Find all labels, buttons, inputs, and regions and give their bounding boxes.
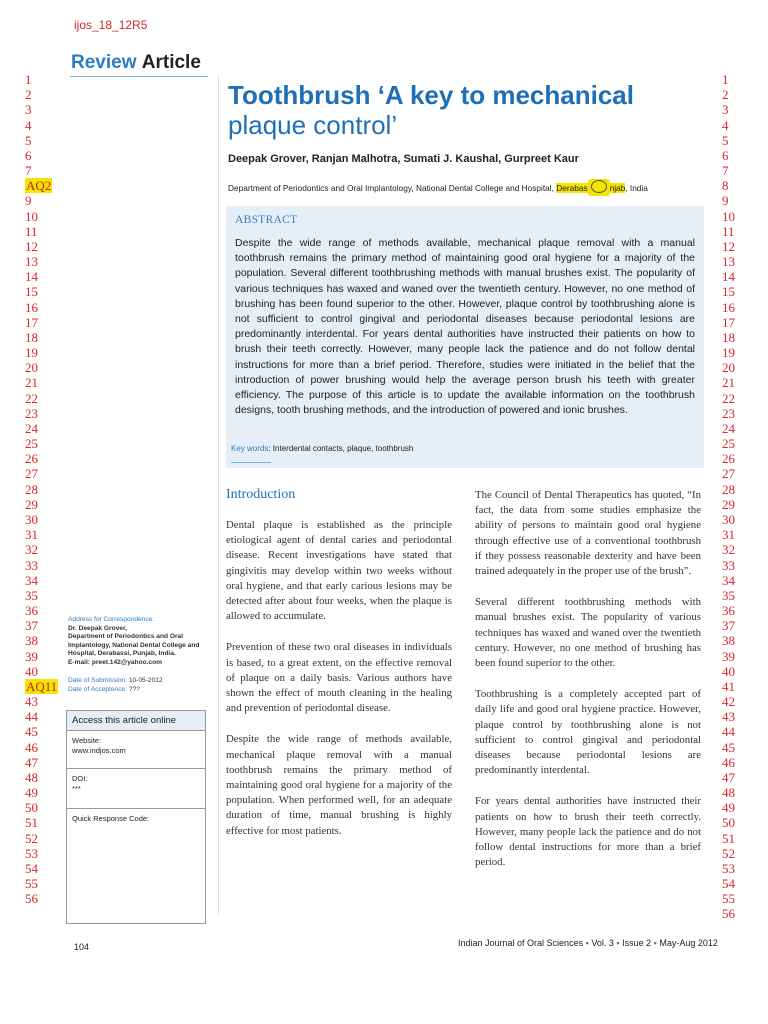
line-number <box>25 178 65 193</box>
line-number: 43 <box>25 694 38 710</box>
line-number: 11 <box>25 223 38 239</box>
line-number: 27 <box>25 466 38 482</box>
title-line-1: Toothbrush ‘A key to mechanical <box>228 80 634 110</box>
line-number: 31 <box>25 527 38 543</box>
line-number: 42 <box>722 694 735 710</box>
line-number: 17 <box>25 314 38 330</box>
line-number: 3 <box>25 102 32 118</box>
section-word-article: Article <box>141 52 201 73</box>
keywords-rule <box>231 462 271 463</box>
line-number: 47 <box>722 769 735 785</box>
line-number: 56 <box>722 906 735 922</box>
keywords-text: : Interdental contacts, plaque, toothbrush <box>268 444 414 453</box>
acceptance-value: ??? <box>128 685 140 693</box>
line-number: 11 <box>722 223 735 239</box>
line-number: 21 <box>722 375 735 391</box>
line-number: 50 <box>25 800 38 816</box>
abstract-box <box>226 206 704 468</box>
line-number: 22 <box>722 390 735 406</box>
line-number: 52 <box>722 845 735 861</box>
correspondence-heading: Address for Correspondence: <box>68 616 155 623</box>
line-number: 52 <box>25 830 38 846</box>
author-query-marker[interactable]: AQ11 <box>26 678 58 694</box>
paragraph: Several different toothbrushing methods with manual brushes exist. The popularity of various techniques has waxed and waned over the twentieth century. However, no one method of brushing has been found superior to the other. <box>475 596 701 670</box>
line-number: 15 <box>25 284 38 300</box>
comment-bubble-icon[interactable] <box>588 179 610 196</box>
line-number: 15 <box>722 284 735 300</box>
line-number: 30 <box>25 511 38 527</box>
affiliation-highlight-2: njab <box>609 183 626 193</box>
line-number: 51 <box>722 830 735 846</box>
line-number: 55 <box>25 876 38 892</box>
journal-id: ijos_18_12R5 <box>74 18 148 32</box>
paragraph: Dental plaque is established as the principle etiological agent of dental caries and periodontal disease. Recent investigations have stated that gingivitis may develop within two weeks without oral hygiene, and that early carious lesions may be detected after about four weeks, when the plaque is allowed to accumulate. <box>226 519 452 623</box>
line-number: 32 <box>25 542 38 558</box>
abstract-body: Despite the wide range of methods available, mechanical plaque removal with a manual toothbrush remains the primary method of maintaining good oral hygiene for a majority of the population. Several different toothbrushing methods with manual brushes exist. The popularity of various techniques has waxed and waned over the twentieth century. However, no one method of brushing has been found superior to the other. However, plaque control by toothbrushing alone is not sufficient to control gingival and periodontal diseases because periodontal lesions are predominantly interdental. For years dental authorities have instructed their patients on how to brush their teeth correctly. However, many people lack the patience and do not follow dental instructions for more than a brief period. Therefore, studies were initiated in the belief that the introduction of power brushing would help the average person brush his teeth with greater efficiency. The purpose of this article is to update the available information on the toothbrush designs, tooth brushing methods, and the introduction of powered and ionic brushes. <box>235 237 695 417</box>
line-number: 40 <box>722 663 735 679</box>
affiliation-country: , India <box>625 183 648 193</box>
line-number: 9 <box>722 193 729 209</box>
journal-date: May-Aug 2012 <box>659 938 718 948</box>
line-number: 16 <box>25 299 38 315</box>
line-number: 35 <box>722 587 735 603</box>
line-number: 50 <box>722 815 735 831</box>
line-number: 37 <box>25 618 38 634</box>
abstract-heading: ABSTRACT <box>235 214 298 226</box>
line-number: 28 <box>25 481 38 497</box>
line-number: 18 <box>25 329 38 345</box>
correspondence <box>68 616 213 668</box>
doi-label: DOI: <box>72 774 88 783</box>
submission-label: Date of Submission: <box>68 677 129 684</box>
journal-footer <box>458 938 718 948</box>
article-title <box>228 80 634 140</box>
line-number: 43 <box>722 709 735 725</box>
line-number: 33 <box>25 557 38 573</box>
submission-date <box>68 677 163 686</box>
affiliation <box>228 179 648 196</box>
line-number: 2 <box>25 87 32 103</box>
line-number: 28 <box>722 481 735 497</box>
line-number: 26 <box>25 451 38 467</box>
section-word-review: Review <box>71 52 137 73</box>
left-line-numbers <box>25 72 65 906</box>
line-number: 19 <box>25 345 38 361</box>
correspondence-email[interactable]: E-mail: preet.142@yahoo.com <box>68 658 163 666</box>
line-number: 18 <box>722 329 735 345</box>
website-link[interactable]: www.indjos.com <box>72 746 126 755</box>
line-number <box>25 679 65 694</box>
line-number: 29 <box>722 496 735 512</box>
line-number: 53 <box>25 845 38 861</box>
line-number: 23 <box>722 405 735 421</box>
line-number: 26 <box>722 451 735 467</box>
line-number: 10 <box>25 208 38 224</box>
line-number: 46 <box>722 754 735 770</box>
qr-label: Quick Response Code: <box>72 814 150 823</box>
affiliation-text: Department of Periodontics and Oral Implantology, National Dental College and Hospital, <box>228 183 557 193</box>
line-number: 24 <box>722 420 735 436</box>
line-number: 48 <box>722 785 735 801</box>
line-number: 19 <box>722 345 735 361</box>
line-number: 7 <box>25 163 32 179</box>
dates <box>68 677 163 694</box>
line-number: 49 <box>722 800 735 816</box>
doi-row <box>67 769 205 809</box>
line-number: 20 <box>25 360 38 376</box>
line-number: 54 <box>722 876 735 892</box>
line-number: 56 <box>25 891 38 907</box>
section-label <box>71 52 201 74</box>
line-number: 44 <box>722 724 735 740</box>
line-number: 29 <box>25 496 38 512</box>
line-number: 31 <box>722 527 735 543</box>
bullet-icon: ▪ <box>616 938 620 948</box>
doi-value: *** <box>72 784 81 793</box>
line-number: 36 <box>25 603 38 619</box>
line-number: 34 <box>25 572 38 588</box>
line-number: 53 <box>722 860 735 876</box>
journal-name: Indian Journal of Oral Sciences <box>458 938 584 948</box>
page-number: 104 <box>74 942 90 952</box>
paragraph: Toothbrushing is a completely accepted part of daily life and good oral hygiene practice. However, plaque control by toothbrushing alone is not sufficient to control gingival and periodontal diseases because periodontal lesions are predominantly interdental. <box>475 688 701 777</box>
author-query-marker[interactable]: AQ2 <box>26 178 52 194</box>
line-number: 16 <box>722 299 735 315</box>
line-number: 45 <box>25 724 38 740</box>
line-number: 21 <box>25 375 38 391</box>
line-number: 14 <box>25 269 38 285</box>
line-number: 51 <box>25 815 38 831</box>
access-article-box <box>66 710 206 924</box>
body-column-1 <box>226 518 452 855</box>
line-number: 34 <box>722 572 735 588</box>
line-number: 27 <box>722 466 735 482</box>
line-number: 4 <box>722 117 729 133</box>
line-number: 45 <box>722 739 735 755</box>
journal-issue: Issue 2 <box>622 938 652 948</box>
acceptance-date <box>68 686 163 695</box>
line-number: 25 <box>722 436 735 452</box>
acceptance-label: Date of Acceptence: <box>68 685 129 693</box>
website-label: Website: <box>72 736 102 745</box>
introduction-heading: Introduction <box>226 487 296 502</box>
line-number: 10 <box>722 208 735 224</box>
qr-row <box>67 809 205 923</box>
line-number: 25 <box>25 436 38 452</box>
line-number: 13 <box>722 254 735 270</box>
line-number: 2 <box>722 87 729 103</box>
line-number: 39 <box>722 648 735 664</box>
line-number: 49 <box>25 785 38 801</box>
line-number: 54 <box>25 860 38 876</box>
line-number: 12 <box>25 238 38 254</box>
line-number: 41 <box>722 678 735 694</box>
line-number: 1 <box>722 72 729 87</box>
line-number: 40 <box>25 663 38 679</box>
line-number: 4 <box>25 117 32 133</box>
paragraph: Prevention of these two oral diseases in individuals is based, to a great extent, on the effective removal of plaque on a daily basis. Various authors have shown the effect of mouth cleaning in the healing and prevention of periodontal disease. <box>226 641 452 715</box>
line-number: 35 <box>25 587 38 603</box>
line-number: 55 <box>722 891 735 907</box>
column-divider <box>218 76 219 914</box>
line-number: 17 <box>722 314 735 330</box>
line-number: 22 <box>25 390 38 406</box>
line-number: 24 <box>25 420 38 436</box>
paragraph: The Council of Dental Therapeutics has quoted, “In fact, the data from some studies emphasize the ability of persons to maintain good oral hygiene through effective use of a conventional toothbrush if they possess reasonable dexterity and have been trained adequately in the proper use of the brush”. <box>475 489 701 578</box>
line-number: 9 <box>25 193 32 209</box>
correspondence-name: Dr. Deepak Grover, <box>68 624 128 632</box>
authors: Deepak Grover, Ranjan Malhotra, Sumati J. Kaushal, Gurpreet Kaur <box>228 153 579 165</box>
line-number: 47 <box>25 754 38 770</box>
line-number: 6 <box>722 147 729 163</box>
line-number: 5 <box>25 132 32 148</box>
correspondence-address: Department of Periodontics and Oral Implantology, National Dental College and Hospital, Derabassi, Punjab, India. <box>68 633 200 658</box>
line-number: 44 <box>25 709 38 725</box>
line-number: 5 <box>722 132 729 148</box>
bullet-icon: ▪ <box>585 938 589 948</box>
line-number: 36 <box>722 603 735 619</box>
line-number: 7 <box>722 163 729 179</box>
line-number: 46 <box>25 739 38 755</box>
line-number: 37 <box>722 618 735 634</box>
line-number: 33 <box>722 557 735 573</box>
line-number: 39 <box>25 648 38 664</box>
line-number: 23 <box>25 405 38 421</box>
bullet-icon: ▪ <box>653 938 657 948</box>
paragraph: For years dental authorities have instructed their patients on how to brush their teeth correctly. However, many people lack the patience and do not follow dental instructions for more than a brief period. <box>475 795 701 869</box>
website-row <box>67 731 205 769</box>
submission-value: 10-05-2012 <box>128 677 163 684</box>
line-number: 12 <box>722 238 735 254</box>
line-number: 3 <box>722 102 729 118</box>
line-number: 13 <box>25 254 38 270</box>
line-number: 38 <box>25 633 38 649</box>
title-line-2: plaque control’ <box>228 110 398 140</box>
line-number: 1 <box>25 72 32 87</box>
line-number: 32 <box>722 542 735 558</box>
line-number: 6 <box>25 147 32 163</box>
right-line-numbers <box>722 72 762 922</box>
access-heading: Access this article online <box>67 711 205 731</box>
affiliation-highlight-1: Derabas <box>556 183 588 193</box>
line-number: 14 <box>722 269 735 285</box>
line-number: 20 <box>722 360 735 376</box>
journal-volume: Vol. 3 <box>591 938 614 948</box>
keywords-label: Key words <box>231 444 269 453</box>
paragraph: Despite the wide range of methods available, mechanical plaque removal with a manual toothbrush remains the primary method of maintaining good oral hygiene for a majority of the population. When performed well, for an adequate duration of time, manual brushing is highly effective for most patients. <box>226 733 452 837</box>
keywords <box>231 444 413 453</box>
line-number: 38 <box>722 633 735 649</box>
section-rule <box>70 76 208 77</box>
body-column-2 <box>475 488 701 886</box>
line-number: 8 <box>722 178 729 194</box>
line-number: 30 <box>722 511 735 527</box>
line-number: 48 <box>25 769 38 785</box>
